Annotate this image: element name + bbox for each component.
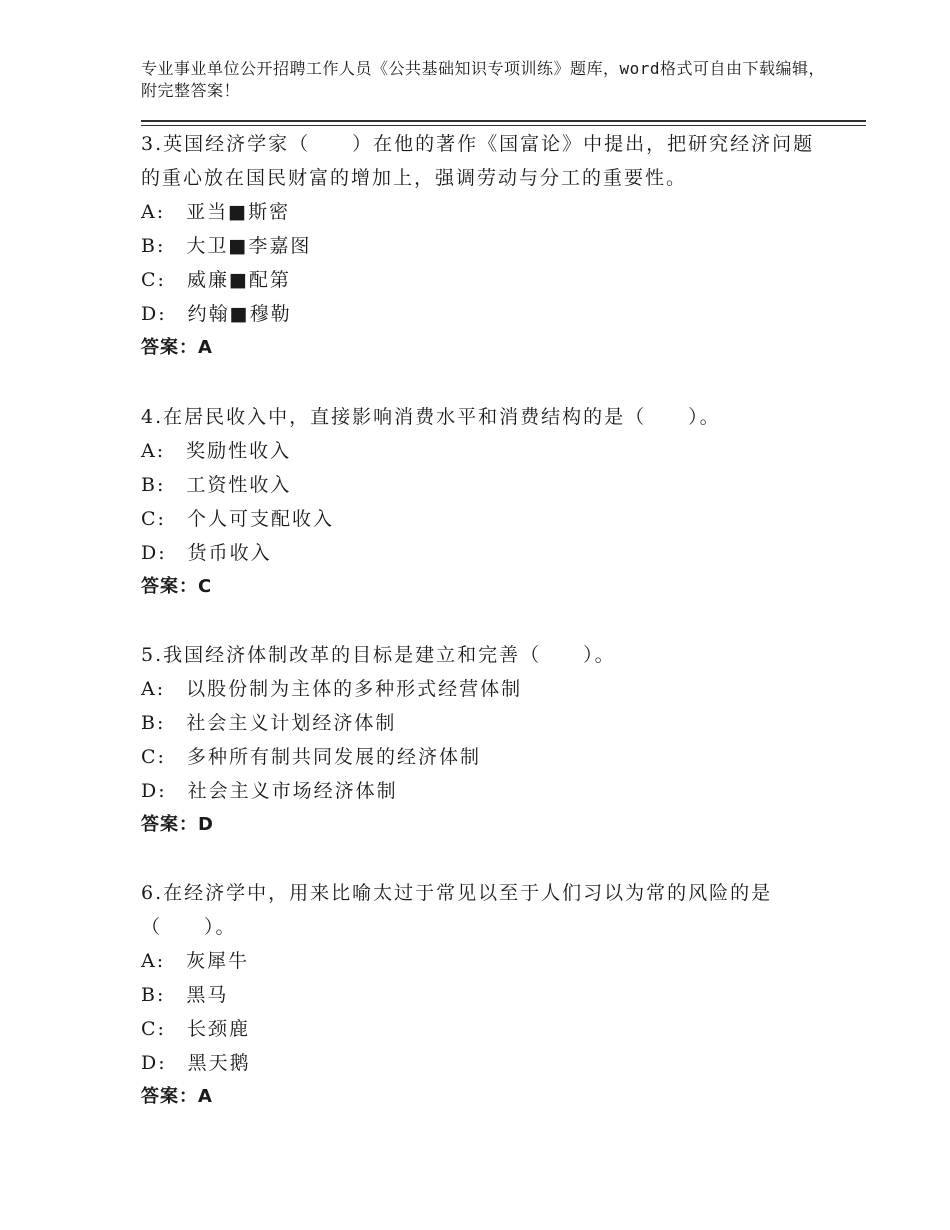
document-header: 专业事业单位公开招聘工作人员《公共基础知识专项训练》题库，word格式可自由下载编辑，附完整答案！ xyxy=(141,59,826,100)
answer-line: 答案：D xyxy=(141,814,214,835)
answer-line: 答案：A xyxy=(141,337,213,358)
option-c: C: 个人可支配收入 xyxy=(141,508,334,530)
option-c: C: 多种所有制共同发展的经济体制 xyxy=(141,746,481,768)
question-stem: 5.我国经济体制改革的目标是建立和完善（ ）。 xyxy=(141,644,616,666)
answer-line: 答案：A xyxy=(141,1086,213,1107)
header-rule-thin xyxy=(141,125,866,126)
option-d: D: 社会主义市场经济体制 xyxy=(141,780,398,802)
question-stem: 4.在居民收入中，直接影响消费水平和消费结构的是（ ）。 xyxy=(141,406,721,428)
option-c: C: 长颈鹿 xyxy=(141,1018,250,1040)
option-a: A: 亚当■斯密 xyxy=(141,201,291,223)
option-b: B: 黑马 xyxy=(141,984,229,1006)
option-d: D: 约翰■穆勒 xyxy=(141,303,292,325)
answer-line: 答案：C xyxy=(141,576,213,597)
question-stem: 3.英国经济学家（ ）在他的著作《国富论》中提出，把研究经济问题的重心放在国民财富的增加上，强调劳动与分工的重要性。 xyxy=(141,133,815,189)
question-6 xyxy=(141,876,821,1114)
header-rule-thick xyxy=(141,120,866,122)
option-b: B: 大卫■李嘉图 xyxy=(141,235,312,257)
question-stem: 6.在经济学中，用来比喻太过于常见以至于人们习以为常的风险的是（ ）。 xyxy=(141,882,773,938)
option-a: A: 以股份制为主体的多种形式经营体制 xyxy=(141,678,523,700)
option-c: C: 威廉■配第 xyxy=(141,269,291,291)
option-b: B: 工资性收入 xyxy=(141,474,292,496)
option-a: A: 奖励性收入 xyxy=(141,440,292,462)
option-d: D: 黑天鹅 xyxy=(141,1052,251,1074)
option-d: D: 货币收入 xyxy=(141,542,272,564)
option-a: A: 灰犀牛 xyxy=(141,950,250,972)
option-b: B: 社会主义计划经济体制 xyxy=(141,712,397,734)
question-3 xyxy=(141,127,821,365)
question-4 xyxy=(141,400,821,604)
question-5 xyxy=(141,638,821,842)
